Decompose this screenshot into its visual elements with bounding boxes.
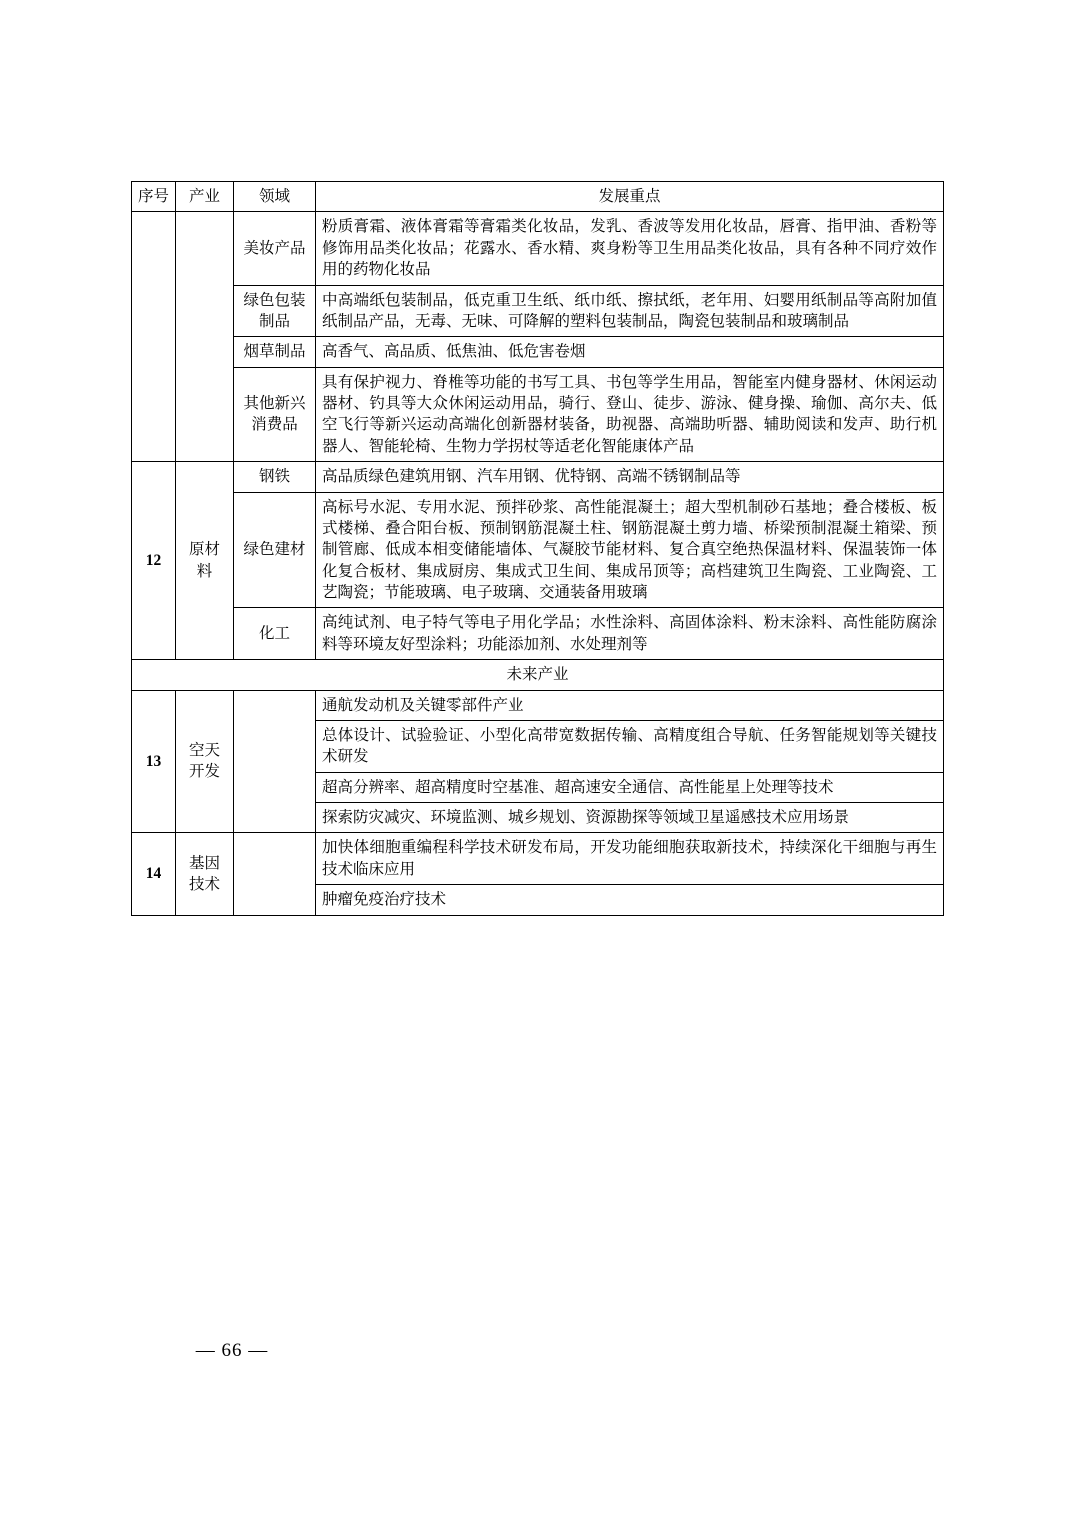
header-seq: 序号 xyxy=(132,182,176,212)
cell-seq xyxy=(132,212,176,462)
cell-field xyxy=(234,833,316,915)
cell-industry xyxy=(176,212,234,462)
cell-focus: 探索防灾减灾、环境监测、城乡规划、资源勘探等领域卫星遥感技术应用场景 xyxy=(316,803,944,833)
cell-field: 化工 xyxy=(234,608,316,660)
industry-focus-table xyxy=(131,181,943,916)
cell-focus: 高品质绿色建筑用钢、汽车用钢、优特钢、高端不锈钢制品等 xyxy=(316,462,944,492)
header-industry: 产业 xyxy=(176,182,234,212)
table-row xyxy=(132,367,944,462)
cell-focus: 总体设计、试验验证、小型化高带宽数据传输、高精度组合导航、任务智能规划等关键技术研发 xyxy=(316,720,944,772)
cell-industry: 原材料 xyxy=(176,462,234,660)
cell-seq: 12 xyxy=(132,462,176,660)
table-row xyxy=(132,212,944,285)
cell-seq: 14 xyxy=(132,833,176,915)
table-row xyxy=(132,337,944,367)
cell-focus: 高标号水泥、专用水泥、预拌砂浆、高性能混凝土；超大型机制砂石基地；叠合楼板、板式楼梯、叠合阳台板、预制钢筋混凝土柱、钢筋混凝土剪力墙、桥梁预制混凝土箱梁、预制管廊、低成本相变储能墙体、气凝胶节能材料、复合真空绝热保温材料、保温装饰一体化复合板材、集成厨房、集成式卫生间、集成吊顶等；高档建筑卫生陶瓷、工业陶瓷、工艺陶瓷；节能玻璃、电子玻璃、交通装备用玻璃 xyxy=(316,492,944,608)
table-row xyxy=(132,492,944,608)
cell-field: 钢铁 xyxy=(234,462,316,492)
header-focus: 发展重点 xyxy=(316,182,944,212)
cell-focus: 加快体细胞重编程科学技术研发布局，开发功能细胞获取新技术，持续深化干细胞与再生技术临床应用 xyxy=(316,833,944,885)
cell-focus: 肿瘤免疫治疗技术 xyxy=(316,885,944,915)
section-title-row xyxy=(132,660,944,690)
table-row xyxy=(132,285,944,337)
cell-focus: 粉质膏霜、液体膏霜等膏霜类化妆品，发乳、香波等发用化妆品，唇膏、指甲油、香粉等修饰用品类化妆品；花露水、香水精、爽身粉等卫生用品类化妆品，具有各种不同疗效作用的药物化妆品 xyxy=(316,212,944,285)
header-field: 领域 xyxy=(234,182,316,212)
table-header-row xyxy=(132,182,944,212)
cell-focus: 通航发动机及关键零部件产业 xyxy=(316,690,944,720)
cell-field xyxy=(234,690,316,833)
cell-field: 烟草制品 xyxy=(234,337,316,367)
cell-focus: 高纯试剂、电子特气等电子用化学品；水性涂料、高固体涂料、粉末涂料、高性能防腐涂料等环境友好型涂料；功能添加剂、水处理剂等 xyxy=(316,608,944,660)
cell-focus: 超高分辨率、超高精度时空基准、超高速安全通信、高性能星上处理等技术 xyxy=(316,772,944,802)
cell-focus: 高香气、高品质、低焦油、低危害卷烟 xyxy=(316,337,944,367)
table-row xyxy=(132,608,944,660)
cell-field: 绿色建材 xyxy=(234,492,316,608)
page-number-text: — 66 — xyxy=(195,1340,269,1361)
cell-industry: 空天开发 xyxy=(176,690,234,833)
cell-focus: 具有保护视力、脊椎等功能的书写工具、书包等学生用品，智能室内健身器材、休闲运动器材、钓具等大众休闲运动用品，骑行、登山、徒步、游泳、健身操、瑜伽、高尔夫、低空飞行等新兴运动高端化创新器材装备，助视器、高端助听器、辅助阅读和发声、助行机器人、智能轮椅、生物力学拐杖等适老化智能康体产品 xyxy=(316,367,944,462)
cell-field: 美妆产品 xyxy=(234,212,316,285)
cell-field: 绿色包装制品 xyxy=(234,285,316,337)
cell-field: 其他新兴消费品 xyxy=(234,367,316,462)
section-title: 未来产业 xyxy=(132,660,944,690)
cell-seq: 13 xyxy=(132,690,176,833)
table-row xyxy=(132,690,944,720)
cell-industry: 基因技术 xyxy=(176,833,234,915)
cell-focus: 中高端纸包装制品，低克重卫生纸、纸巾纸、擦拭纸，老年用、妇婴用纸制品等高附加值纸制品产品，无毒、无味、可降解的塑料包装制品，陶瓷包装制品和玻璃制品 xyxy=(316,285,944,337)
page-number xyxy=(0,1340,1074,1362)
table-row xyxy=(132,462,944,492)
table-row xyxy=(132,833,944,885)
